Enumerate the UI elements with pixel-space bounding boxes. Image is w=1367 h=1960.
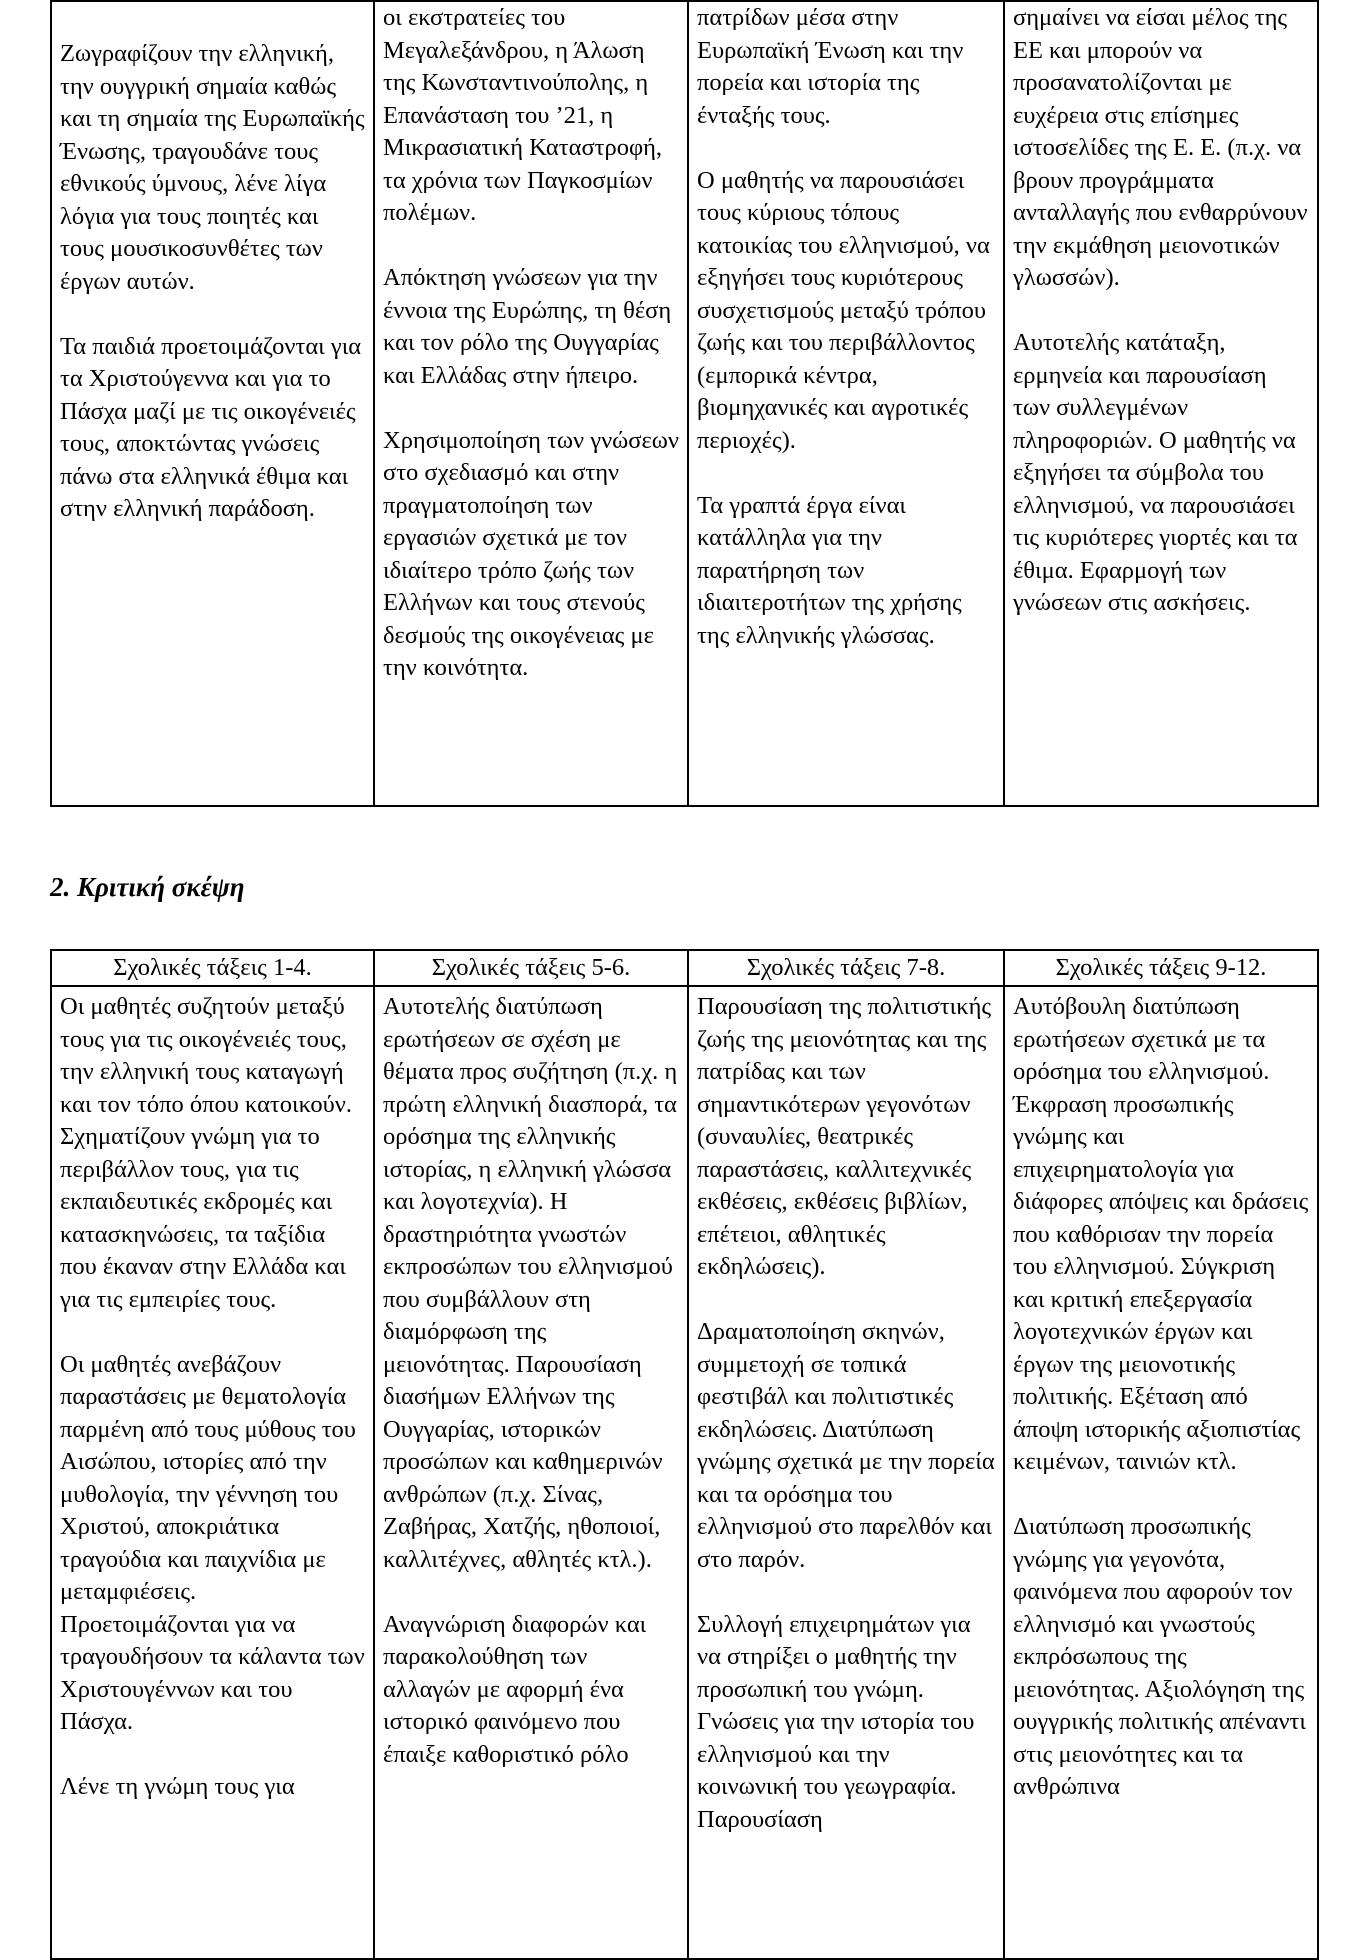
paragraph: Οι μαθητές συζητούν μεταξύ τους για τις οικογένειές τους, την ελληνική τους καταγωγή και τον τόπο όπου κατοικούν. Σχηματίζουν γνώμη για το περιβάλλον τους, για τις εκπαιδευτικές εκδρομές και κατασκηνώσεις, τα ταξίδια που έκαναν στην Ελλάδα και για τις εμπειρίες τους. — [60, 993, 352, 1313]
critical-thinking-table — [50, 949, 1319, 1960]
column-header: Σχολικές τάξεις 5-6. — [374, 950, 688, 986]
paragraph: Διατύπωση προσωπικής γνώμης για γεγονότα, φαινόμενα που αφορούν τον ελληνισμό και γνωστούς εκπρόσωπους της μειονότητας. Αξιολόγηση της ουγγρικής πολιτικής απέναντι στις μειονότητες και τα ανθρώπινα — [1013, 1513, 1306, 1800]
paragraph: Απόκτηση γνώσεων για την έννοια της Ευρώπης, τη θέση και τον ρόλο της Ουγγαρίας και Ελλάδας στην ήπειρο. — [383, 264, 672, 389]
cell-grades-7-8 — [688, 1, 1004, 806]
paragraph: Συλλογή επιχειρημάτων για να στηρίξει ο μαθητής την προσωπική του γνώμη. Γνώσεις για την ιστορία του ελληνισμού και την κοινωνική του γεωγραφία. Παρουσίαση — [697, 1610, 975, 1833]
paragraph: Τα παιδιά προετοιμάζονται για τα Χριστούγεννα και για το Πάσχα μαζί με τις οικογένειές τους, αποκτώντας γνώσεις πάνω στα ελληνικά έθιμα και στην ελληνική παράδοση. — [60, 332, 362, 522]
paragraph: Τα γραπτά έργα είναι κατάλληλα για την παρατήρηση των ιδιαιτεροτήτων της χρήσης της ελληνικής γλώσσας. — [697, 491, 962, 649]
cell-grades-9-12 — [1004, 1, 1318, 806]
header-row — [51, 950, 1318, 986]
table-row — [51, 1, 1318, 806]
paragraph: Αυτοτελής διατύπωση ερωτήσεων σε σχέση με θέματα προς συζήτηση (π.χ. η πρώτη ελληνική διασπορά, τα ορόσημα της ελληνικής ιστορίας, η ελληνική γλώσσα και λογοτεχνία). Η δραστηριότητα γνωστών εκπροσώπων του ελληνισμού που συμβάλλουν στη διαμόρφωση της μειονότητας. Παρουσίαση διασήμων Ελλήνων της Ουγγαρίας, ιστορικών προσώπων και καθημερινών ανθρώπων (π.χ. Σίνας, Ζαβήρας, Χατζής, ηθοποιοί, καλλιτέχνες, αθλητές κτλ.). — [383, 993, 678, 1573]
cell-grades-9-12 — [1004, 986, 1318, 1959]
paragraph: οι εκστρατείες του Μεγαλεξάνδρου, η Άλωση της Κωνσταντινούπολης, η Επανάσταση του ’21, η Μικρασιατική Καταστροφή, τα χρόνια των Παγκοσμίων πολέμων. — [383, 4, 663, 226]
paragraph: Παρουσίαση της πολιτιστικής ζωής της μειονότητας και της πατρίδας και των σημαντικότερων γεγονότων (συναυλίες, θεατρικές παραστάσεις, καλλιτεχνικές εκθέσεις, εκθέσεις βιβλίων, επέτειοι, αθλητικές εκδηλώσεις). — [697, 993, 992, 1280]
paragraph: Λένε τη γνώμη τους για — [60, 1773, 295, 1800]
paragraph: Χρησιμοποίηση των γνώσεων στο σχεδιασμό και στην πραγματοποίηση των εργασιών σχετικά με τον ιδιαίτερο τρόπο ζωής των Ελλήνων και τους στενούς δεσμούς της οικογένειας με την κοινότητα. — [383, 426, 679, 681]
cell-grades-7-8 — [688, 986, 1004, 1959]
cell-grades-5-6 — [374, 986, 688, 1959]
table-row — [51, 986, 1318, 1959]
paragraph: σημαίνει να είσαι μέλος της ΕΕ και μπορούν να προσανατολίζονται με ευχέρεια στις επίσημες ιστοσελίδες της Ε. Ε. (π.χ. να βρουν προγράμματα ανταλλαγής που ενθαρρύνουν την εκμάθηση μειονοτικών γλωσσών). — [1013, 4, 1308, 291]
paragraph: Αυτοτελής κατάταξη, ερμηνεία και παρουσίαση των συλλεγμένων πληροφοριών. Ο μαθητής να εξηγήσει τα σύμβολα του ελληνισμού, να παρουσιάσει τις κυριότερες γιορτές και τα έθιμα. Εφαρμογή των γνώσεων στις ασκήσεις. — [1013, 329, 1298, 616]
column-header: Σχολικές τάξεις 1-4. — [51, 950, 374, 986]
paragraph: Ζωγραφίζουν την ελληνική, την ουγγρική σημαία καθώς και τη σημαία της Ευρωπαϊκής Ένωσης, τραγουδάνε τους εθνικούς ύμνους, λένε λίγα λόγια για τους ποιητές και τους μουσικοσυνθέτες των έργων αυτών. — [60, 40, 365, 295]
paragraph: Δραματοποίηση σκηνών, συμμετοχή σε τοπικά φεστιβάλ και πολιτιστικές εκδηλώσεις. Διατύπωση γνώμης σχετικά με την πορεία και τα ορόσημα του ελληνισμού στο παρελθόν και στο παρόν. — [697, 1318, 995, 1573]
paragraph: Οι μαθητές ανεβάζουν παραστάσεις με θεματολογία παρμένη από τους μύθους του Αισώπου, ιστορίες από την μυθολογία, την γέννηση του Χριστού, αποκριάτικα τραγούδια και παιχνίδια με μεταμφιέσεις. Προετοιμάζονται για να τραγουδήσουν τα κάλαντα των Χριστουγέννων και του Πάσχα. — [60, 1350, 365, 1735]
cell-grades-1-4 — [51, 1, 374, 806]
paragraph: Ο μαθητής να παρουσιάσει τους κύριους τόπους κατοικίας του ελληνισμού, να εξηγήσει τους κυριότερους συσχετισμούς μεταξύ τρόπου ζωής και του περιβάλλοντος (εμπορικά κέντρα, βιομηχανικές και αγροτικές περιοχές). — [697, 166, 990, 454]
column-header: Σχολικές τάξεις 7-8. — [688, 950, 1004, 986]
cell-grades-5-6 — [374, 1, 688, 806]
objectives-table-continued — [50, 0, 1319, 807]
cell-grades-1-4 — [51, 986, 374, 1959]
section-heading: 2. Κριτική σκέψη — [50, 872, 245, 902]
paragraph: Αυτόβουλη διατύπωση ερωτήσεων σχετικά με τα ορόσημα του ελληνισμού. Έκφραση προσωπικής γνώμης και επιχειρηματολογία για διάφορες απόψεις και δράσεις που καθόρισαν την πορεία του ελληνισμού. Σύγκριση και κριτική επεξεργασία λογοτεχνικών έργων και έργων της μειονοτικής πολιτικής. Εξέταση από άποψη ιστορικής αξιοπιστίας κειμένων, ταινιών κτλ. — [1013, 993, 1309, 1475]
column-header: Σχολικές τάξεις 9-12. — [1004, 950, 1318, 986]
paragraph: πατρίδων μέσα στην Ευρωπαϊκή Ένωση και την πορεία και ιστορία της ένταξής τους. — [697, 4, 964, 129]
paragraph: Αναγνώριση διαφορών και παρακολούθηση των αλλαγών με αφορμή ένα ιστορικό φαινόμενο που έπαιξε καθοριστικό ρόλο — [383, 1610, 647, 1768]
